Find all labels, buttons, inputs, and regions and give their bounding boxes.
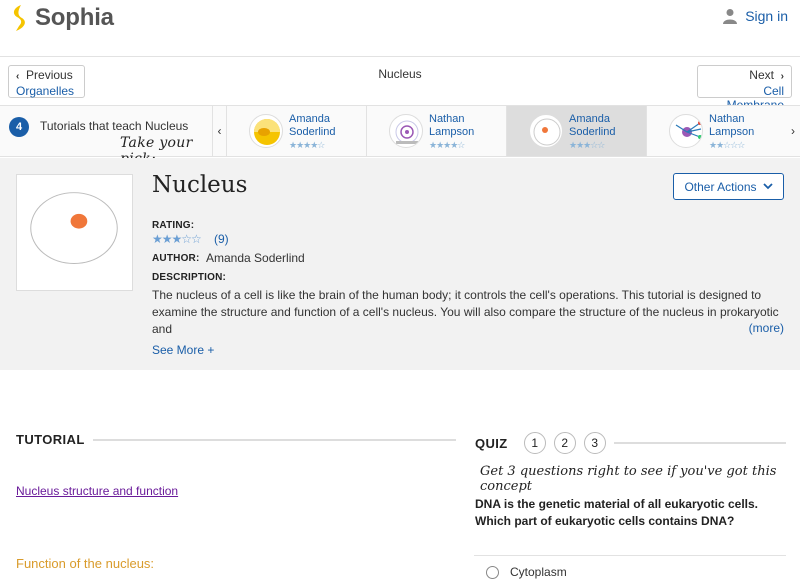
tutorial-heading-text: TUTORIAL [16,432,85,447]
other-actions-dropdown[interactable] [673,173,784,200]
tutorial-thumbnail [249,114,283,148]
quiz-option-label: Cytoplasm [510,565,567,579]
quiz-step-1[interactable]: 1 [524,432,546,454]
tutorial-detail [0,158,800,370]
description-label: DESCRIPTION: [152,272,227,283]
author-label: AUTHOR: [152,253,200,264]
sign-in-link[interactable] [723,8,788,24]
quiz-step-3[interactable]: 3 [584,432,606,454]
logo-text: Sophia [35,4,114,31]
tutorial-image [16,174,133,291]
nucleus-diagram-icon [530,115,563,148]
tutorials-strip [0,105,800,157]
chevron-down-icon [763,183,773,190]
tutorial-card-selected[interactable] [506,106,646,156]
cell-diagram-icon [390,115,423,148]
tutorial-thumbnail [389,114,423,148]
tutorial-rating-stars: ★★★☆☆ [569,140,605,150]
site-header [0,0,800,57]
cell-diagram-icon [250,115,283,148]
tutorial-card[interactable] [226,106,366,156]
chevron-left-icon: ‹ [16,71,20,82]
rating-label: RATING: [152,220,195,231]
previous-label: Previous [26,68,73,82]
sophia-logo[interactable] [9,4,114,32]
user-icon [723,8,737,24]
strip-scroll-right-button[interactable] [786,106,800,156]
divider [614,442,786,444]
divider [93,439,456,441]
previous-topic: Organelles [16,84,75,98]
tutorial-thumbnail [669,114,703,148]
next-topic: Cell [763,84,784,98]
rating-count[interactable]: (9) [214,232,229,246]
tutorials-label: Tutorials that teach Nucleus [40,119,189,133]
sophia-logo-mark-icon [9,4,31,32]
author-name: Amanda Soderlind [206,251,305,265]
quiz-hint: Get 3 questions right to see if you've got this concept [480,464,777,494]
tutorial-author: Nathan Lampson [429,113,475,138]
strip-scroll-left-button[interactable] [212,106,226,156]
tutorial-author: Amanda Soderlind [289,113,336,138]
tutorial-thumbnail [529,114,563,148]
nav-title: Nucleus [378,67,422,81]
tutorial-link[interactable]: Nucleus structure and function [16,484,179,498]
other-actions-label: Other Actions [684,179,757,194]
tutorials-strip-header [0,106,212,156]
cell-diagram-icon [670,115,703,148]
tutorial-rating-stars: ★★★★☆ [429,140,465,150]
tutorial-rating-stars: ★★☆☆☆ [709,140,745,150]
description-text: The nucleus of a cell is like the brain of the human body; it controls the cell's operations. This tutorial is designed to examine the structure and function of a cell's nucleus. You will also compare the structure of the nucleus in prokaryotic and [152,288,779,336]
see-more-link[interactable]: See More + [152,343,215,357]
take-your-pick-text: Take your [120,135,193,151]
quiz-heading [475,432,786,454]
next-label: Next [749,68,774,82]
tutorial-author: Nathan Lampson [709,113,755,138]
tutorial-rating-stars: ★★★★☆ [289,140,325,150]
tutorial-card[interactable] [646,106,786,156]
quiz-heading-text: QUIZ [475,435,508,451]
chevron-right-icon: › [780,71,784,82]
tutorial-author: Amanda Soderlind [569,113,616,138]
quiz-question: DNA is the genetic material of all eukaryotic cells. Which part of eukaryotic cells contains DNA? [475,497,758,528]
quiz-step-2[interactable]: 2 [554,432,576,454]
tutorial-card[interactable] [366,106,506,156]
quiz-option[interactable] [474,555,786,579]
function-subheading: Function of the nucleus: [16,556,155,571]
nucleus-cell-icon [17,175,132,290]
next-button[interactable] [697,65,792,98]
tutorial-title: Nucleus [152,172,248,198]
rating-stars: ★★★☆☆ [152,232,201,246]
tutorial-heading [16,432,456,447]
tutorial-count-badge: 4 [9,117,29,137]
lesson-nav [0,57,800,104]
chevron-left-icon: ‹ [217,124,222,138]
sign-in-label: Sign in [745,8,788,24]
chevron-right-icon: › [791,124,795,138]
radio-button[interactable] [486,566,499,579]
more-link[interactable]: (more) [748,321,784,335]
